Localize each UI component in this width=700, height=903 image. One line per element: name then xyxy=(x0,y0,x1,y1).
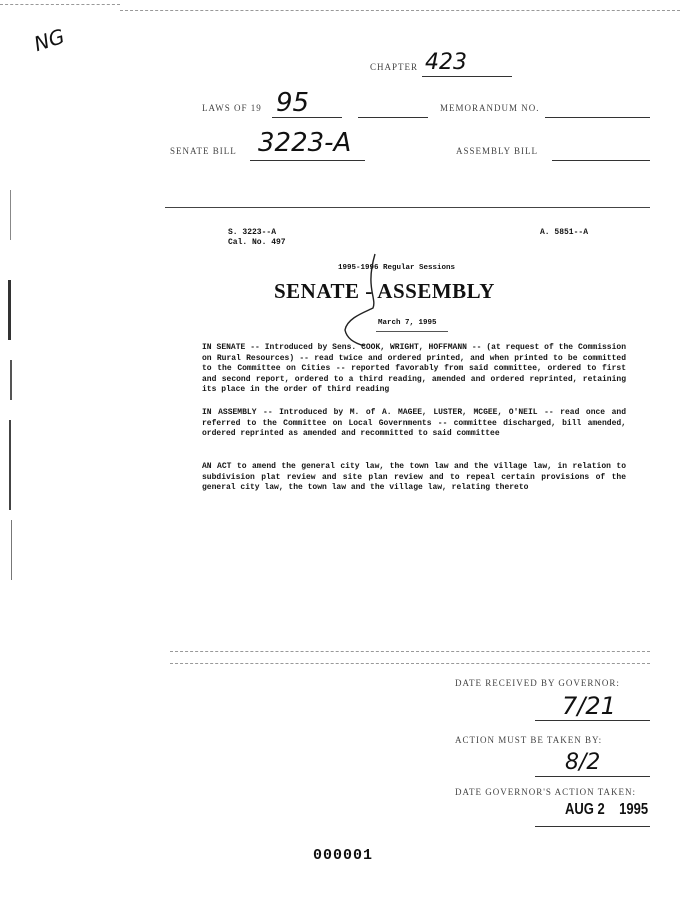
session-line: 1995-1996 Regular Sessions xyxy=(338,264,456,272)
act-title-text: AN ACT to amend the general city law, the town law and the village law, in relation to subdivision plat review and site plan review and to repeal certain provisions of the general city law, the town law and the village law, relating thereto xyxy=(202,462,626,492)
chapter-line xyxy=(422,76,512,77)
assembly-bill-line xyxy=(552,160,650,161)
hand-stroke xyxy=(335,248,395,348)
senate-bill-label: SENATE BILL xyxy=(170,146,237,156)
senate-action-text: IN SENATE -- Introduced by Sens. COOK, WRIGHT, HOFFMANN -- (at request of the Commission on Rural Resources) -- read twice and ordered printed, and when printed to be committed to the Committee on Cities -- reported favorably from said committee, ordered to first and second report, ordered to a third reading, amended and ordered reprinted, retaining its place in the order of third reading xyxy=(202,343,626,394)
action-by-value: 8/2 xyxy=(565,750,601,775)
scan-edge-mark xyxy=(11,520,12,580)
laws-blank-line xyxy=(358,117,428,118)
scan-dots xyxy=(120,10,680,11)
laws-value: 95 xyxy=(276,88,310,118)
bill-date: March 7, 1995 xyxy=(378,319,437,327)
bill-heading: SENATE - ASSEMBLY xyxy=(274,279,495,303)
chapter-label: CHAPTER xyxy=(370,62,419,72)
scan-edge-mark xyxy=(10,190,11,240)
scan-edge-mark xyxy=(10,360,12,400)
senate-number: S. 3223--A xyxy=(228,228,277,237)
scan-dots xyxy=(170,663,650,664)
memorandum-label: MEMORANDUM NO. xyxy=(440,103,540,113)
received-value: 7/21 xyxy=(562,692,616,720)
received-line xyxy=(535,720,650,721)
action-by-line xyxy=(535,776,650,777)
laws-label: LAWS OF 19 xyxy=(202,103,262,113)
chapter-value: 423 xyxy=(425,50,467,75)
assembly-bill-label: ASSEMBLY BILL xyxy=(456,146,539,156)
separator-line xyxy=(165,207,650,208)
margin-initials: NG xyxy=(31,23,68,57)
action-by-label: ACTION MUST BE TAKEN BY: xyxy=(455,735,603,745)
scan-dots xyxy=(170,651,650,652)
calendar-number: Cal. No. 497 xyxy=(228,238,286,247)
scan-edge-mark xyxy=(8,280,11,340)
page-number: 000001 xyxy=(313,847,374,864)
scan-edge-mark xyxy=(9,420,11,510)
scan-dots xyxy=(0,4,120,5)
senate-bill-value: 3223-A xyxy=(258,128,352,158)
action-taken-label: DATE GOVERNOR'S ACTION TAKEN: xyxy=(455,787,636,797)
assembly-action-text: IN ASSEMBLY -- Introduced by M. of A. MAGEE, LUSTER, MCGEE, O'NEIL -- read once and referred to the Committee on Local Governments -- committee discharged, bill amended, ordered reprinted as amended and recommitted to said committee xyxy=(202,408,626,438)
memorandum-line xyxy=(545,117,650,118)
received-label: DATE RECEIVED BY GOVERNOR: xyxy=(455,678,620,688)
action-taken-value: AUG 2 1995 xyxy=(565,799,649,818)
action-taken-line xyxy=(535,826,650,827)
assembly-number: A. 5851--A xyxy=(540,228,589,237)
senate-bill-line xyxy=(250,160,365,161)
